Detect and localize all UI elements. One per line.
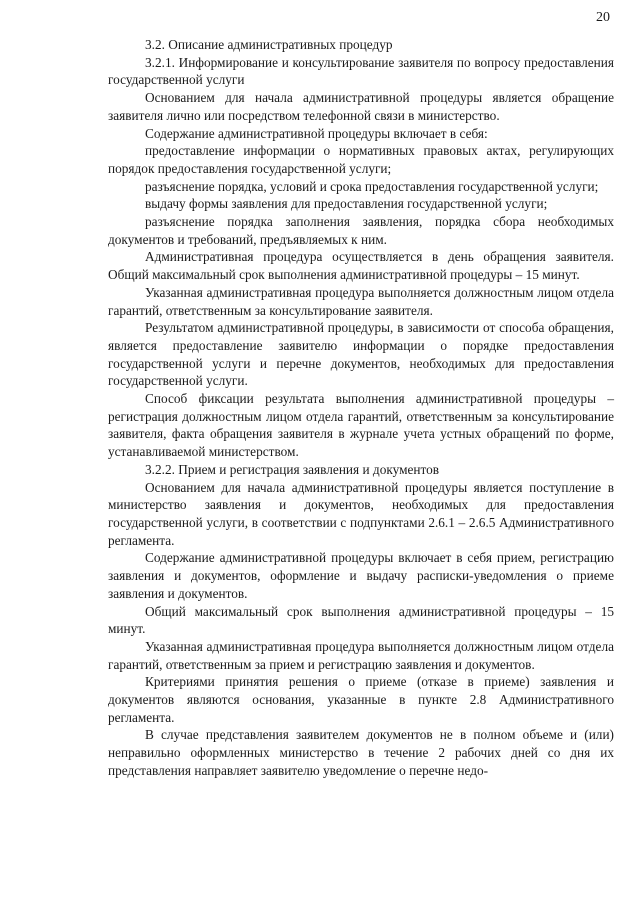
paragraph: Результатом административной процедуры, в зависимости от способа обращения, является предоставление заявителю информации о порядке предоставления государственной услуги и перечне документов, необходимых для предоставления государственной услуги. [108, 320, 614, 389]
paragraph: Способ фиксации результата выполнения административной процедуры – регистрация должностным лицом отдела гарантий, ответственным за консультирование заявителя, факта обращения заявителя в журнале учета устных обращений по форме, устанавливаемой министерством. [108, 391, 614, 460]
paragraph: Общий максимальный срок выполнения административной процедуры – 15 минут. [108, 603, 614, 637]
paragraph: Административная процедура осуществляется в день обращения заявителя. Общий максимальный срок выполнения административной процедуры – 15 минут. [108, 249, 614, 283]
paragraph: Основанием для начала административной процедуры является поступление в министерство заявления и документов, необходимых для предоставления государственной услуги, в соответствии с подпунктами 2.6.1 – 2.6.5 Административного регламента. [108, 479, 614, 548]
paragraph: Содержание административной процедуры включает в себя прием, регистрацию заявления и документов, оформление и выдачу расписки-уведомления о приеме заявления и документов. [108, 550, 614, 601]
document-page [108, 36, 614, 780]
paragraph: В случае представления заявителем документов не в полном объеме и (или) неправильно оформленных министерство в течение 2 рабочих дней со дня их представления направляет заявителю уведомление о перечне недо- [108, 727, 614, 778]
subsection-heading: 3.2.2. Прием и регистрация заявления и документов [145, 461, 440, 477]
paragraph: Основанием для начала административной процедуры является обращение заявителя лично или посредством телефонной связи в министерство. [108, 90, 614, 123]
paragraph: Содержание административной процедуры включает в себя: [145, 125, 488, 141]
list-paragraph: разъяснение порядка, условий и срока предоставления государственной услуги; [145, 178, 599, 194]
list-paragraph: разъяснение порядка заполнения заявления, порядка сбора необходимых документов и требований, предъявляемых к ним. [108, 214, 614, 247]
paragraph: Указанная административная процедура выполняется должностным лицом отдела гарантий, ответственным за консультирование заявителя. [108, 284, 614, 318]
paragraph: Указанная административная процедура выполняется должностным лицом отдела гарантий, ответственным за прием и регистрацию заявления и документов. [108, 638, 614, 672]
list-paragraph: предоставление информации о нормативных правовых актах, регулирующих порядок предоставления государственной услуги; [108, 143, 614, 176]
page-number: 20 [596, 10, 610, 25]
paragraph: Критериями принятия решения о приеме (отказе в приеме) заявления и документов являются основания, указанные в пункте 2.8 Административного регламента. [108, 674, 614, 725]
subsection-heading: 3.2.1. Информирование и консультирование заявителя по вопросу предоставления государственной услуги [108, 54, 614, 88]
list-paragraph: выдачу формы заявления для предоставления государственной услуги; [145, 196, 548, 212]
section-heading: 3.2. Описание административных процедур [145, 37, 393, 52]
